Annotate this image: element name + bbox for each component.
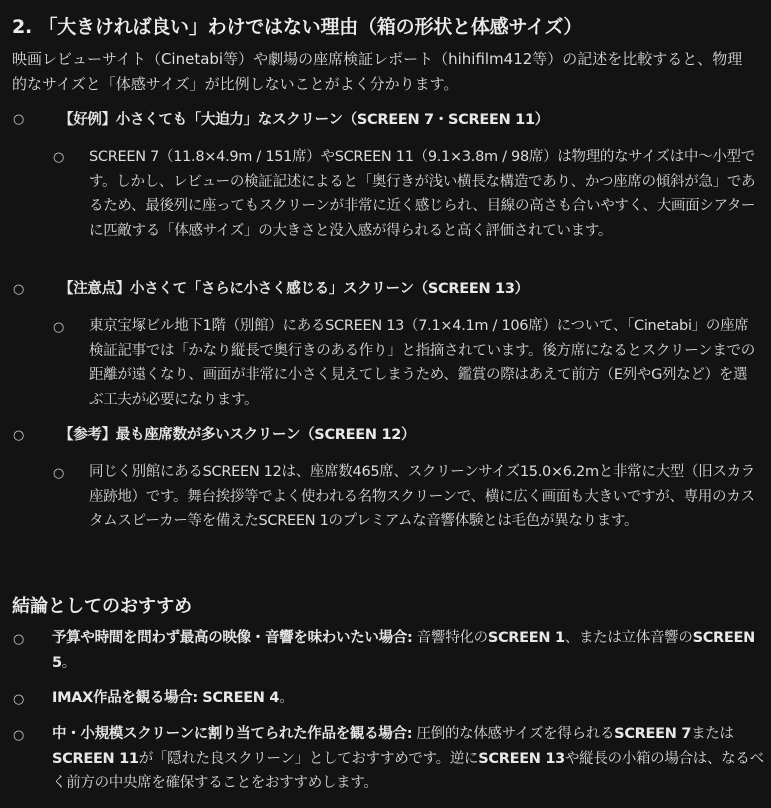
bullet-icon: ○ bbox=[13, 112, 25, 127]
section-heading: 2. 「大きければ良い」わけではない理由（箱の形状と体感サイズ） bbox=[12, 16, 583, 38]
recommendation-lead: IMAX作品を観る場合: bbox=[52, 690, 198, 706]
bullet-icon: ○ bbox=[13, 282, 25, 297]
recommendation-item: 中・小規模スクリーンに割り当てられた作品を観る場合: 圧倒的な体感サイズを得られるSCREEN 7またはSCREEN 11が「隠れた良スクリーン」としておすすめです。逆にSCREEN 13や縦長の小箱の場合は、なるべく前方の中央席を確保することをおすすめします。 bbox=[52, 726, 764, 791]
list-item-title: 【参考】最も座席数が多いスクリーン（SCREEN 12） bbox=[59, 427, 416, 443]
bullet-icon: ○ bbox=[13, 632, 25, 647]
list-item-detail: SCREEN 7（11.8×4.9m / 151席）やSCREEN 11（9.1×3.8m / 98席）は物理的なサイズは中〜小型です。しかし、レビューの検証記述によると「奥行きが浅い横長な構造であり、かつ座席の傾斜が急」であるため、最後列に座ってもスクリーンが非常に近く感じられ、目線の高さも合いやすく、大画面シアターに匹敵する「体感サイズ」の大きさと没入感が得られると高く評価されています。 bbox=[89, 149, 756, 239]
conclusion-heading: 結論としてのおすすめ bbox=[12, 596, 193, 617]
bullet-icon: ○ bbox=[13, 692, 25, 707]
bullet-icon: ○ bbox=[13, 728, 25, 743]
bullet-icon: ○ bbox=[53, 150, 65, 165]
recommendation-item: 予算や時間を問わず最高の映像・音響を味わいたい場合: 音響特化のSCREEN 1、または立体音響のSCREEN 5。 bbox=[52, 630, 755, 671]
recommendation-item: IMAX作品を観る場合: SCREEN 4。 bbox=[52, 690, 294, 706]
list-item-title: 【好例】小さくても「大迫力」なスクリーン（SCREEN 7・SCREEN 11） bbox=[59, 112, 549, 128]
bullet-icon: ○ bbox=[53, 320, 65, 335]
bullet-icon: ○ bbox=[13, 428, 25, 443]
recommendation-lead: 中・小規模スクリーンに割り当てられた作品を観る場合: bbox=[52, 726, 413, 742]
list-item-title: 【注意点】小さくて「さらに小さく感じる」スクリーン（SCREEN 13） bbox=[59, 281, 529, 297]
bullet-icon: ○ bbox=[53, 466, 65, 481]
recommendation-lead: 予算や時間を問わず最高の映像・音響を味わいたい場合: bbox=[52, 630, 413, 646]
intro-paragraph: 映画レビューサイト（Cinetabi等）や劇場の座席検証レポート（hihifilm412等）の記述を比較すると、物理的なサイズと「体感サイズ」が比例しないことがよく分かります。 bbox=[12, 50, 743, 93]
list-item-detail: 東京宝塚ビル地下1階（別館）にあるSCREEN 13（7.1×4.1m / 106席）について、「Cinetabi」の座席検証記事では「かなり縦長で奥行きのある作り」と指摘されています。後方席になるとスクリーンまでの距離が遠くなり、画面が非常に小さく見えてしまうため、鑑賞の際はあえて前方（E列やG列など）を選ぶ工夫が必要になります。 bbox=[89, 318, 755, 408]
list-item-detail: 同じく別館にあるSCREEN 12は、座席数465席、スクリーンサイズ15.0×6.2mと非常に大型（旧スカラ座跡地）です。舞台挨拶等でよく使われる名物スクリーンで、横に広く画面も大きいですが、専用のカスタムスピーカー等を備えたSCREEN 1のプレミアムな音響体験とは毛色が異なります。 bbox=[89, 464, 755, 529]
